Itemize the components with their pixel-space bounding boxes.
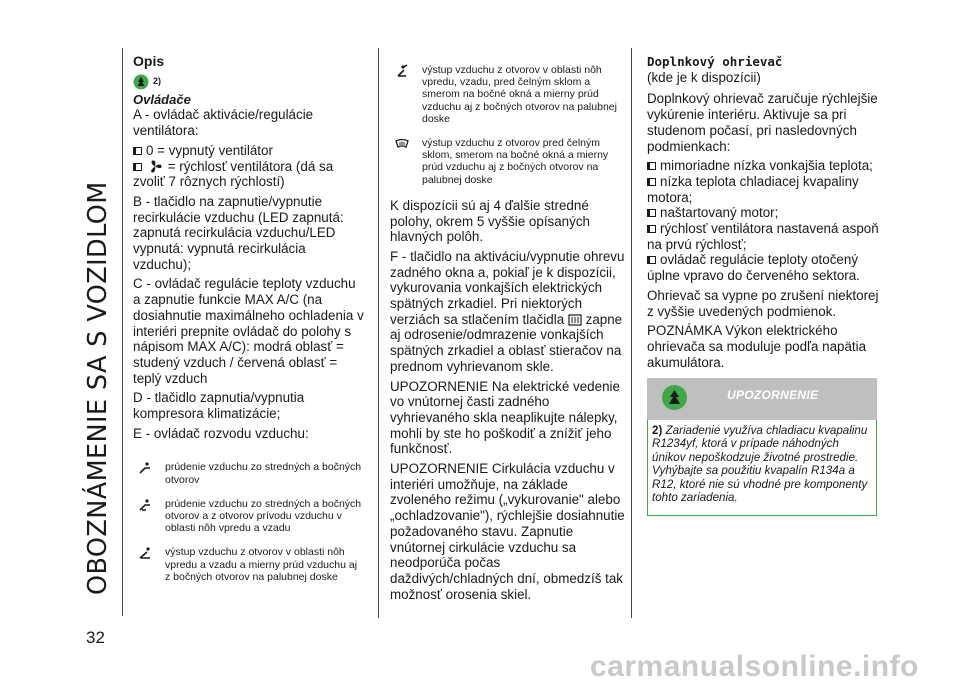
para-warning-recirculation: UPOZORNENIE Cirkulácia vzduchu v interiéri umožňuje, na základe zvoleného režimu („vykurovanie" alebo „ochladzovanie"), rýchlejšie dosiahnutie požadovaného stavu. Zapnutie vnútornej cirkulácie vzduchu sa neodporúča počas daždivých/chladných dní, obmedzíš tak možnosť orosenia skiel. bbox=[390, 461, 625, 602]
side-title-text: OBOZNÁMENIE SA S VOZIDLOM bbox=[83, 181, 113, 595]
heater-off-note: Ohrievač sa vypne po zrušení niektorej z vyššie uvedených podmienok. bbox=[647, 287, 879, 319]
vent-mode-4 bbox=[390, 64, 625, 125]
condition-item bbox=[647, 158, 880, 174]
section-heading: Opis bbox=[133, 53, 165, 69]
condition-item bbox=[647, 252, 880, 283]
para-f bbox=[390, 249, 625, 375]
vent-mode-text: prúdenie vzduchu zo stredných a bočných otvorov bbox=[165, 461, 362, 486]
note-reference: 2) bbox=[153, 75, 162, 86]
environment-warning-icon bbox=[133, 74, 149, 90]
condition-item bbox=[647, 174, 880, 205]
condition-item bbox=[647, 221, 880, 252]
para-a: A - ovládač aktivácie/regulácie ventilátora: bbox=[133, 107, 314, 139]
condition-text: nízka teplota chladiacej kvapaliny motora; bbox=[647, 173, 859, 205]
vent-mode-2 bbox=[133, 498, 365, 535]
column-divider-2 bbox=[631, 48, 632, 618]
watermark: carmanualsonline.info bbox=[590, 650, 919, 683]
condition-text: rýchlosť ventilátora nastavená aspoň na prvú rýchlosť; bbox=[647, 221, 879, 252]
air-face-feet-icon bbox=[138, 498, 152, 512]
para-f-text-2: zapne aj odrosenie/odmrazenie vonkajších spätných zrkadiel a oblasť stieračov na prednom vyhrievanom skle. bbox=[390, 311, 623, 374]
column-divider-1 bbox=[378, 48, 379, 618]
page-number: 32 bbox=[86, 628, 105, 647]
warning-body: Zariadenie využíva chladiacu kvapalinu R1234yf, ktorá v prípade náhodných únikov nepoškodzuje životné prostredie. Vyhýbajte sa použitiu kvapalín R134a a R12, ktoré nie sú vhodné pre komponenty tohto zariadenia. bbox=[652, 424, 868, 505]
side-divider bbox=[122, 48, 123, 616]
condition-text: naštartovaný motor; bbox=[660, 205, 779, 221]
vent-mode-5 bbox=[390, 137, 625, 186]
bullet-fan-speed bbox=[133, 159, 365, 190]
condition-text: ovládač regulácie teploty otočený úplne vpravo do červeného sektora. bbox=[647, 252, 860, 284]
windshield-defrost-icon bbox=[395, 137, 409, 151]
condition-item bbox=[647, 205, 880, 221]
para-b: B - tlačidlo na zapnutie/vypnutie recirkulácie vzduchu (LED zapnutá: zapnutá recirkulácia vzduchu/LED vypnutá: vypnutá recirkulácia vzduchu); bbox=[133, 193, 344, 272]
bullet-fan-off bbox=[133, 143, 365, 159]
heater-heading: Doplnkový ohrievač bbox=[647, 54, 783, 69]
vent-mode-1 bbox=[133, 461, 365, 485]
para-f-text-1: F - tlačidlo na aktiváciu/vypnutie ohrevu zadného okna a, pokiaľ je k dispozícii, vykurovania vonkajších elektrických spätných zrkadiel. Pri niektorých verziách sa stlačením tlačidla bbox=[390, 248, 625, 327]
warning-number: 2) bbox=[652, 424, 663, 437]
heater-power-note: POZNÁMKA Výkon elektrického ohrievača sa moduluje podľa napätia akumulátora. bbox=[647, 323, 867, 370]
para-d: D - tlačidlo zapnutia/vypnutia kompresora klimatizácie; bbox=[133, 390, 305, 422]
condition-text: mimoriadne nízka vonkajšia teplota; bbox=[660, 158, 873, 174]
para-warning-rear-glass: UPOZORNENIE Na elektrické vedenie vo vnútornej časti zadného vyhrievaného skla neaplikujte nálepky, mohli by ste ho poškodiť a znížiť jeho funkčnosť. bbox=[390, 378, 620, 457]
air-feet-windshield-icon bbox=[395, 64, 409, 78]
vent-mode-text: prúdenie vzduchu zo stredných a bočných otvorov a z otvorov prívodu vzduchu v oblasti nôh vpredu a vzadu bbox=[165, 497, 362, 535]
note-marker bbox=[133, 74, 365, 90]
column-3 bbox=[647, 54, 880, 374]
side-section-title bbox=[68, 40, 128, 595]
vent-mode-3 bbox=[133, 546, 365, 583]
fan-icon bbox=[146, 159, 164, 174]
warning-title: UPOZORNENIE bbox=[727, 388, 819, 402]
air-face-icon bbox=[138, 461, 152, 475]
bullet-text: = rýchlosť ventilátora (dá sa zvoliť 7 rôznych rýchlostí) bbox=[133, 158, 334, 190]
rear-defrost-icon bbox=[568, 313, 582, 327]
para-c: C - ovládač regulácie teploty vzduchu a zapnutie funkcie MAX A/C (na dosiahnutie maximálneho ochladenia v interiéri prepnite ovládač do polohy s nápisom MAX A/C): modrá oblasť = studený vzduch / červená oblasť = teplý vzduch bbox=[133, 276, 364, 386]
heater-intro: Doplnkový ohrievač zaručuje rýchlejšie vykúrenie interiéru. Aktivuje sa pri studenom počasí, pri nasledovných podmienkach: bbox=[647, 91, 878, 154]
warning-header bbox=[647, 378, 877, 420]
column-2 bbox=[390, 64, 625, 606]
subheading-controls: Ovládače bbox=[133, 91, 191, 107]
vent-mode-text: výstup vzduchu z otvorov v oblasti nôh vpredu, vzadu, pred čelným sklom a smerom na bočné okná a mierny prúd vzduchu aj z bočných otvorov na palubnej doske bbox=[422, 64, 617, 125]
column-1 bbox=[133, 54, 365, 595]
vent-mode-text: výstup vzduchu z otvorov v oblasti nôh vpredu a vzadu a mierny prúd vzduchu aj z bočných otvorov na palubnej doske bbox=[165, 546, 358, 583]
warning-text bbox=[652, 424, 874, 504]
bullet-text: 0 = vypnutý ventilátor bbox=[146, 142, 273, 158]
para-intermediate-positions: K dispozícii sú aj 4 ďalšie stredné polohy, okrem 5 vyššie opísaných hlavných polôh. bbox=[390, 197, 590, 245]
environment-warning-icon bbox=[662, 385, 687, 410]
vent-mode-text: výstup vzduchu z otvorov pred čelným sklom, smerom na bočné okná a mierny prúd vzduchu aj z bočných otvorov na palubnej doske bbox=[422, 137, 609, 186]
para-e: E - ovládač rozvodu vzduchu: bbox=[133, 425, 309, 441]
air-feet-icon bbox=[138, 546, 152, 560]
availability-note: (kde je k dispozícii) bbox=[647, 69, 761, 85]
